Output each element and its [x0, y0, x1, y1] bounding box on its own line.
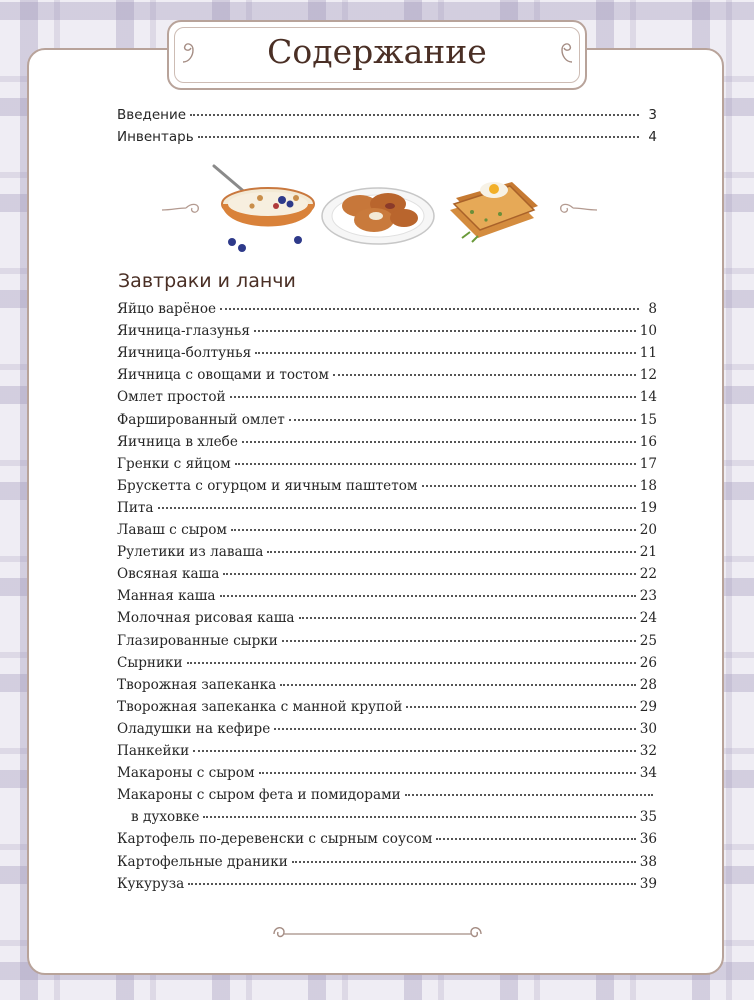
swirl-ornament-icon [553, 198, 599, 218]
toc-dot-leader [220, 308, 639, 310]
toc-page-number: 35 [639, 809, 657, 825]
toc-dot-leader [254, 330, 636, 332]
toc-page-number: 32 [639, 743, 657, 759]
toc-page-number: 8 [648, 301, 657, 317]
toc-dot-leader [406, 706, 635, 708]
toc-dot-leader [280, 684, 635, 686]
toc-dot-leader [188, 883, 635, 885]
toc-entry[interactable] [117, 107, 657, 127]
toc-entry[interactable] [117, 389, 657, 409]
toc-entry-title: Манная каша [117, 588, 216, 604]
toc-entry[interactable] [117, 677, 657, 697]
toc-dot-leader [299, 617, 636, 619]
toc-dot-leader [422, 485, 636, 487]
toc-entry[interactable] [117, 743, 657, 763]
toc-entry-title: Творожная запеканка [117, 677, 277, 693]
toc-entry-title: Гренки с яйцом [117, 456, 231, 472]
toc-entry[interactable] [117, 478, 657, 498]
toc-dot-leader [235, 463, 636, 465]
section-heading: Завтраки и ланчи [118, 270, 296, 292]
toc-dot-leader [220, 595, 636, 597]
toc-entry[interactable] [117, 633, 657, 653]
toc-page-number: 39 [639, 876, 657, 892]
toc-entry-continuation[interactable] [117, 809, 657, 829]
toc-entry-title: Картофельные драники [117, 854, 288, 870]
toc-dot-leader [223, 573, 635, 575]
toc-entry[interactable] [117, 765, 657, 785]
toc-entry-title: Фаршированный омлет [117, 412, 285, 428]
toc-entry[interactable] [117, 610, 657, 630]
toc-dot-leader [242, 441, 636, 443]
toc-page-number: 11 [639, 345, 657, 361]
toc-entry[interactable] [117, 434, 657, 454]
syrniki-plate-icon [320, 178, 438, 248]
toc-dot-leader [289, 419, 636, 421]
toc-entry-title: Пита [117, 500, 154, 516]
page-title: Содержание [267, 32, 487, 71]
toc-page-number: 16 [639, 434, 657, 450]
toc-entry[interactable] [117, 721, 657, 741]
toc-page-number: 10 [639, 323, 657, 339]
toc-entry-title: Творожная запеканка с манной крупой [117, 699, 403, 715]
toc-entry-title: Оладушки на кефире [117, 721, 271, 737]
toc-dot-leader [292, 861, 636, 863]
toc-dot-leader [267, 551, 635, 553]
toc-entry-title: Яйцо варёное [117, 301, 217, 317]
porridge-bowl-icon [212, 160, 322, 255]
toc-page-number: 30 [639, 721, 657, 737]
toc-dot-leader [190, 114, 639, 116]
toc-page-number: 20 [639, 522, 657, 538]
toc-dot-leader [259, 772, 636, 774]
toc-entry[interactable] [117, 876, 657, 896]
toc-page-number: 29 [639, 699, 657, 715]
toc-dot-leader [255, 352, 636, 354]
toc-page-number: 21 [639, 544, 657, 560]
toc-entry-title: Яичница-болтунья [117, 345, 252, 361]
toc-entry-title: Брускетта с огурцом и яичным паштетом [117, 478, 418, 494]
toc-entry[interactable] [117, 544, 657, 564]
toc-dot-leader [405, 794, 653, 796]
toc-page-number: 18 [639, 478, 657, 494]
toc-page-number: 19 [639, 500, 657, 516]
toc-entry[interactable] [117, 129, 657, 149]
toc-dot-leader [436, 838, 635, 840]
toc-entry-title: Яичница с овощами и тостом [117, 367, 329, 383]
toc-dot-leader [231, 529, 636, 531]
toc-entry-title: Макароны с сыром [117, 765, 255, 781]
toc-page-number: 23 [639, 588, 657, 604]
toc-page-number: 26 [639, 655, 657, 671]
toc-page-number: 24 [639, 610, 657, 626]
toc-entry[interactable] [117, 655, 657, 675]
toc-page-number: 4 [648, 129, 657, 145]
toc-entry[interactable] [117, 412, 657, 432]
toc-page-number: 34 [639, 765, 657, 781]
toc-entry[interactable] [117, 787, 657, 807]
toc-entry-title: Введение [117, 107, 187, 123]
egg-toast-icon [442, 168, 542, 248]
toc-page-number: 36 [639, 831, 657, 847]
toc-entry[interactable] [117, 588, 657, 608]
toc-entry-title: Рулетики из лаваша [117, 544, 264, 560]
toc-entry-title: Макароны с сыром фета и помидорами [117, 787, 401, 803]
toc-entry[interactable] [117, 699, 657, 719]
toc-entry-title: Омлет простой [117, 389, 226, 405]
swirl-ornament-icon [270, 920, 485, 948]
toc-entry[interactable] [117, 500, 657, 520]
toc-dot-leader [333, 374, 636, 376]
toc-entry[interactable] [117, 831, 657, 851]
toc-entry-title: Яичница в хлебе [117, 434, 238, 450]
toc-dot-leader [274, 728, 635, 730]
toc-page-number: 3 [648, 107, 657, 123]
toc-page-number: 25 [639, 633, 657, 649]
toc-entry-title: Молочная рисовая каша [117, 610, 295, 626]
toc-page-number: 38 [639, 854, 657, 870]
toc-entry-title: Яичница-глазунья [117, 323, 250, 339]
toc-entry[interactable] [117, 345, 657, 365]
toc-entry-title: Панкейки [117, 743, 190, 759]
swirl-ornament-icon [160, 198, 206, 218]
toc-entry-title: Картофель по-деревенски с сырным соусом [117, 831, 433, 847]
toc-page-number: 28 [639, 677, 657, 693]
toc-page-number: 22 [639, 566, 657, 582]
toc-dot-leader [198, 136, 639, 138]
toc-dot-leader [158, 507, 636, 509]
toc-entry-title: Кукуруза [117, 876, 185, 892]
toc-entry[interactable] [117, 566, 657, 586]
toc-page-number: 14 [639, 389, 657, 405]
toc-entry[interactable] [117, 522, 657, 542]
toc-page-number: 15 [639, 412, 657, 428]
toc-dot-leader [193, 750, 636, 752]
toc-entry-title: Глазированные сырки [117, 633, 278, 649]
toc-entry-title: Сырники [117, 655, 183, 671]
toc-dot-leader [230, 396, 636, 398]
toc-entry[interactable] [117, 456, 657, 476]
toc-dot-leader [187, 662, 636, 664]
toc-dot-leader [203, 816, 635, 818]
toc-page-number: 17 [639, 456, 657, 472]
toc-dot-leader [282, 640, 636, 642]
toc-entry[interactable] [117, 301, 657, 321]
toc-page-number: 12 [639, 367, 657, 383]
toc-entry[interactable] [117, 323, 657, 343]
toc-entry[interactable] [117, 854, 657, 874]
toc-entry-title: Лаваш с сыром [117, 522, 227, 538]
toc-entry-title: Овсяная каша [117, 566, 220, 582]
toc-entry-title: Инвентарь [117, 129, 194, 145]
toc-entry-title: в духовке [131, 809, 200, 825]
toc-entry[interactable] [117, 367, 657, 387]
